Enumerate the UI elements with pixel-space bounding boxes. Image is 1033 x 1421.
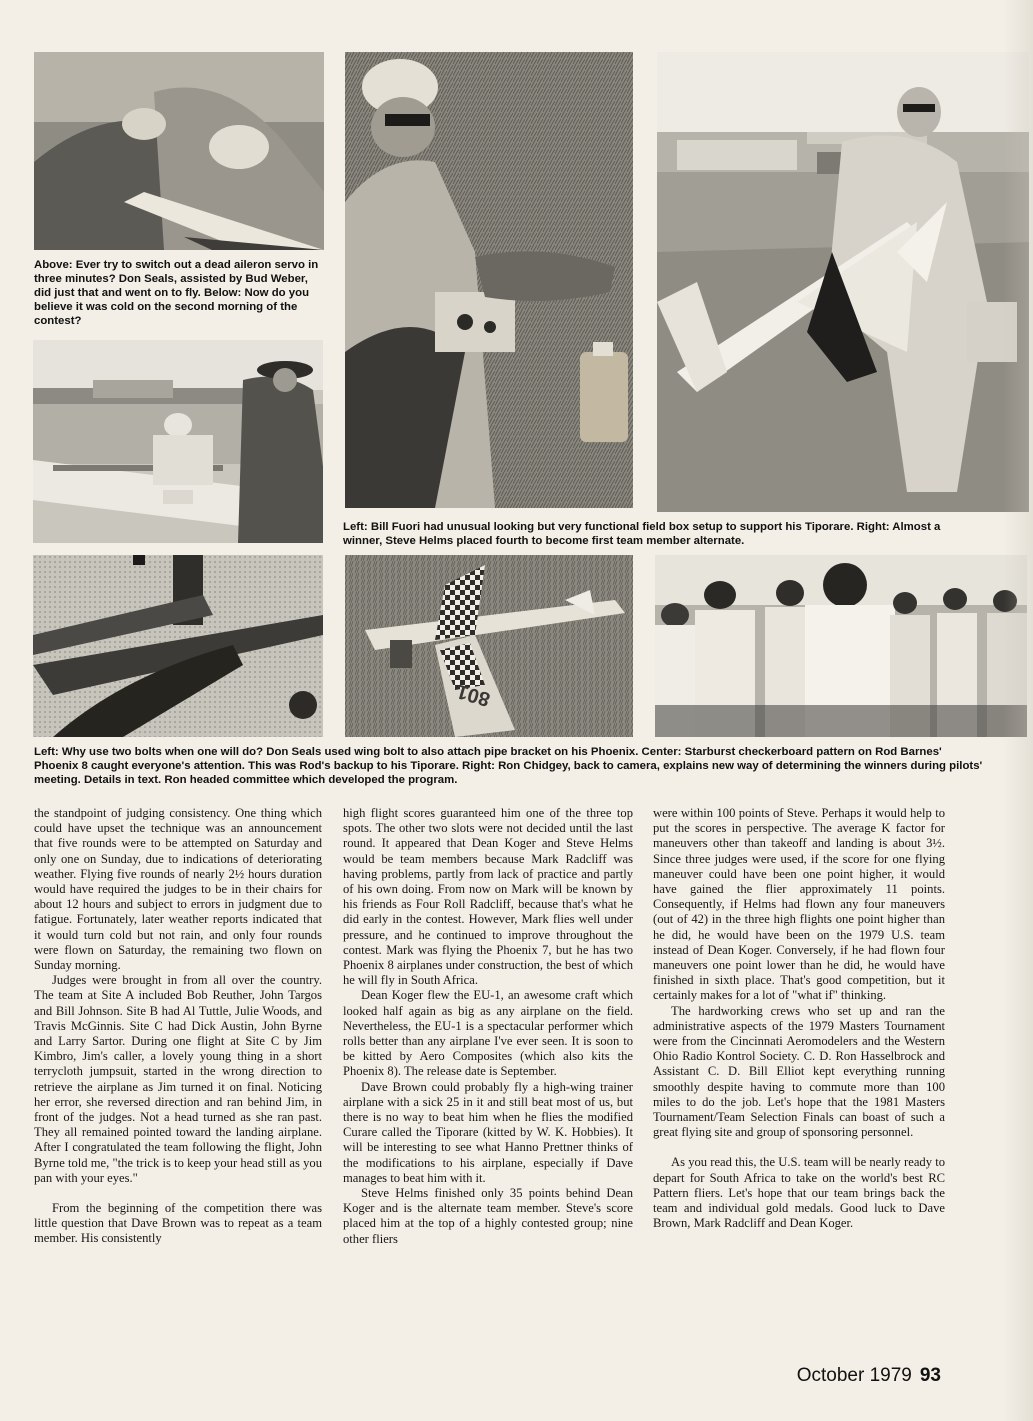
col3-paragraph-2: The hardworking crews who set up and ran the administrative aspects of the 1979 Masters Tournament were from the Cincinnati Aeromodelers and the Western Ohio Radio Kontrol Society. C. D. Ron Hasselbrock and Assistant C. D. Bill Elliot kept everything running smoothly despite having to commute more than 100 miles to do the job. Let's hope that the 1981 Masters Tournament/Team Selection Finals can boast of such a great flying site and group of sponsoring personnel. [653, 1003, 945, 1140]
page-footer [797, 1365, 941, 1387]
article-column-2 [343, 806, 633, 1247]
article-column-3 [653, 806, 945, 1231]
photo-wing-bolt [33, 555, 323, 737]
photo-pilots-meeting [655, 555, 1027, 737]
col2-paragraph-1: high flight scores guaranteed him one of the three top spots. The other two slots were not decided until the last round. It appeared that Dean Koger and Steve Helms would be team members because Mark Radcliff was having problems, partly from lack of practice and partly of his own doing. From now on Mark will be known by his friends as Four Roll Radcliff, because that's what he did early in the contest. However, Mark flies well under pressure, and he continued to improve throughout the contest. Mark was flying the Phoenix 7, but he has two Phoenix 8 airplanes under construction, the best of which he will fly in South Africa. [343, 806, 633, 988]
photo-cold-morning [33, 340, 323, 543]
col2-paragraph-2: Dean Koger flew the EU-1, an awesome craft which looked half again as big as any airplane on the field. Nevertheless, the EU-1 is a spectacular performer which rolls better than any airplane I've ever seen. It is soon to be kitted by Aero Composites (which also kits the Phoenix 8). The release date is September. [343, 988, 633, 1079]
issue-date: October 1979 [796, 1365, 912, 1386]
col1-paragraph-1: the standpoint of judging consistency. One thing which could have upset the technique was an announcement that five rounds were to be attempted on Saturday and only one on Sunday, due to indications of deteriorating weather. Flying five rounds of nearly 2½ hours duration would have required the judges to be in their chairs for about 12 hours and subject to errors in judgment due to fatigue. Fortunately, later weather reports indicated that it would turn cold but not rain, and only four rounds were flown on Saturday, the remaining two flown on Sunday morning. [34, 806, 322, 973]
page-number: 93 [919, 1365, 941, 1386]
article-column-1 [34, 806, 322, 1247]
caption-top-left: Above: Ever try to switch out a dead aileron servo in three minutes? Don Seals, assisted by Bud Weber, did just that and went on to fly. Below: Now do you believe it was cold on the second morning of the contest? [34, 259, 319, 327]
col1-paragraph-3: From the beginning of the competition there was little question that Dave Brown was to repeat as a team member. His consistently [34, 1201, 322, 1246]
col2-paragraph-4: Steve Helms finished only 35 points behind Dean Koger and is the alternate team member. Steve's score placed him at the top of a highly contested group; nine other fliers [343, 1186, 633, 1246]
page-edge-shadow [1003, 0, 1033, 1421]
caption-bottom: Left: Why use two bolts when one will do? Don Seals used wing bolt to also attach pipe bracket on his Phoenix. Center: Starburst checkerboard pattern on Rod Barnes' Phoenix 8 caught everyone's attention. This was Rod's backup to his Tiporare. Right: Ron Chidgey, back to camera, explains new way of determining the winners during pilots' meeting. Details in text. Ron headed committee which developed the program. [34, 746, 983, 786]
col3-paragraph-3: As you read this, the U.S. team will be nearly ready to depart for South Africa to take on the world's best RC Pattern fliers. Let's hope that our team brings back the team and individual gold medals. Good luck to Dave Brown, Mark Radcliff and Dean Koger. [653, 1155, 945, 1231]
photo-steve-helms [657, 52, 1029, 512]
col2-paragraph-3: Dave Brown could probably fly a high-wing trainer airplane with a sick 25 in it and still beat most of us, but there is no way to beat him when he flies the modified Curare called the Tiporare (kitted by W. K. Hobbies). It will be interesting to see what Hanno Prettner thinks of the modifications to his airplane, especially if Dave manages to beat him with it. [343, 1079, 633, 1185]
plane-tail-number: 801 [454, 679, 493, 711]
caption-middle-right: Left: Bill Fuori had unusual looking but very functional field box setup to support his Tiporare. Right: Almost a winner, Steve Helms placed fourth to become first team member alternate. [343, 521, 941, 547]
photo-aileron-servo [34, 52, 324, 250]
photo-field-box [345, 52, 633, 508]
photo-checkerboard-phoenix [345, 555, 633, 737]
col3-paragraph-1: were within 100 points of Steve. Perhaps it would help to put the scores in perspective. The average K factor for maneuvers other than takeoff and landing is about 3½. Since three judges were used, if the score for one flying maneuver could have been one point higher, it would have gained the flier approximately 11 points. Consequently, if Helms had flown any four maneuvers (out of 42) in the three high flights one point higher than he did, he would have been on the 1979 U.S. team instead of Dean Koger. Conversely, if he had flown four maneuvers one point lower than he did, he would have finished in sixth place. That's good competition, but it certainly makes for a lot of "what if" thinking. [653, 806, 945, 1003]
col1-paragraph-2: Judges were brought in from all over the country. The team at Site A included Bob Reuther, John Targos and Bill Johnson. Site B had Al Tuttle, Julie Woods, and Travis McGinnis. Site C had Dick Austin, John Byrne and Larry Sartor. During one flight at Site C by Jim Kimbro, Jim's caller, a lovely young thing in a short terrycloth jumpsuit, started in the wrong direction to retrieve the airplane as Jim turned it on final. Noticing her error, she reversed direction and ran behind Jim, in front of the judges. Not a head turned as she ran past. They all remained pointed toward the landing airplane. After I congratulated the team following the flight, John Byrne told me, "the trick is to keep your head still as you pan with your eyes." [34, 973, 322, 1185]
